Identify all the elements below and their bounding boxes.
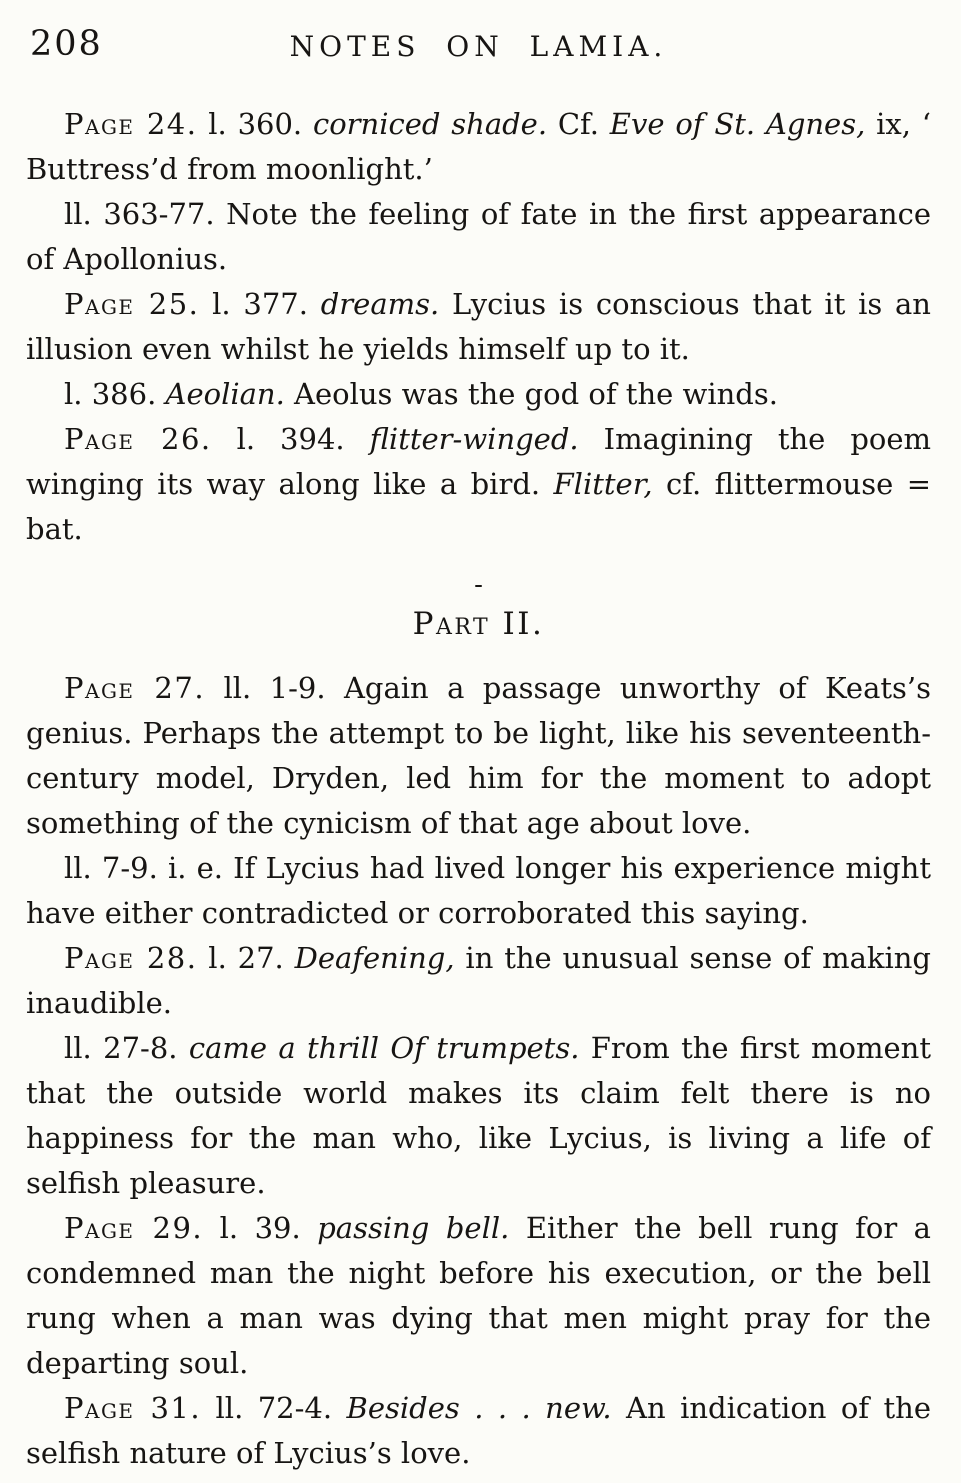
note-paragraph: [26, 846, 931, 936]
quoted-phrase: Deafening,: [294, 941, 455, 975]
part-heading: Part II.: [412, 606, 545, 642]
note-text: l. 377.: [199, 287, 321, 321]
quoted-phrase: passing bell.: [317, 1211, 510, 1245]
quoted-phrase: Aeolian.: [165, 377, 285, 411]
page-reference: Page 24.: [64, 107, 198, 141]
page-reference: Page 25.: [64, 287, 200, 321]
page-reference: Page 27.: [64, 671, 206, 705]
note-text: Lycius is conscious that it is an illusion even whilst he yields himself up to it.: [26, 287, 931, 366]
section-divider: -: [474, 570, 483, 600]
page-reference: Page 26.: [64, 422, 212, 456]
part-two-notes: [26, 666, 931, 1476]
note-paragraph: [26, 1026, 931, 1206]
quoted-phrase: corniced shade.: [312, 107, 548, 141]
note-text: Aeolus was the god of the winds.: [284, 377, 778, 411]
note-paragraph: [26, 192, 931, 282]
note-paragraph: [26, 936, 931, 1026]
note-paragraph: [26, 1206, 931, 1386]
note-text: cf. flittermouse = bat.: [26, 467, 931, 546]
quoted-phrase: flitter-winged.: [369, 422, 579, 456]
quoted-phrase: Eve of St. Agnes,: [609, 107, 866, 141]
note-paragraph: [26, 372, 931, 417]
page-reference: Page 29.: [64, 1211, 204, 1245]
note-text: Either the bell rung for a condemned man the night before his execution, or the bell rung when a man was dying that men might pray for the departing soul.: [26, 1211, 931, 1380]
note-text: l. 360.: [197, 107, 313, 141]
note-text: Imagining the poem winging its way along like a bird.: [26, 422, 931, 501]
note-text: in the unusual sense of making inaudible.: [26, 941, 931, 1020]
note-text: ll. 27-8.: [64, 1031, 189, 1065]
note-text: ll. 7-9. i. e. If Lycius had lived longer his experience might have either contradicted or corroborated this saying.: [26, 851, 931, 930]
note-text: An indication of the selfish nature of Lycius’s love.: [26, 1391, 932, 1470]
note-paragraph: [26, 417, 931, 552]
quoted-phrase: dreams.: [320, 287, 440, 321]
page-number: 208: [30, 24, 103, 64]
page-header: [26, 22, 931, 78]
note-paragraph: [26, 1386, 931, 1476]
note-paragraph: [26, 666, 931, 846]
note-text: ll. 1-9. Again a passage unworthy of Keats’s genius. Perhaps the attempt to be light, like his seventeenth-century model, Dryden, led him for the moment to adopt something of the cynicism of that age about love.: [26, 671, 931, 840]
running-title: NOTES ON LAMIA.: [289, 30, 668, 63]
note-text: Cf.: [547, 107, 610, 141]
note-text: l. 27.: [197, 941, 295, 975]
note-paragraph: [26, 282, 931, 372]
page-reference: Page 31.: [64, 1391, 202, 1425]
notes-text-block: [26, 102, 931, 1476]
quoted-phrase: Besides . . . new.: [346, 1391, 612, 1425]
quoted-phrase: came a thrill Of trumpets.: [188, 1031, 580, 1065]
note-text: l. 386.: [64, 377, 166, 411]
note-text: ll. 363-77. Note the feeling of fate in the first appearance of Apollonius.: [26, 197, 931, 276]
note-text: From the first moment that the outside world makes its claim felt there is no happiness for the man who, like Lycius, is living a life of selfish pleasure.: [26, 1031, 931, 1200]
note-text: l. 39.: [203, 1211, 318, 1245]
note-text: ix, ‘ Buttress’d from moonlight.’: [26, 107, 932, 186]
part-one-notes: [26, 102, 931, 552]
page-reference: Page 28.: [64, 941, 198, 975]
note-text: l. 394.: [211, 422, 370, 456]
note-text: ll. 72-4.: [201, 1391, 347, 1425]
quoted-phrase: Flitter,: [553, 467, 653, 501]
note-paragraph: [26, 102, 931, 192]
